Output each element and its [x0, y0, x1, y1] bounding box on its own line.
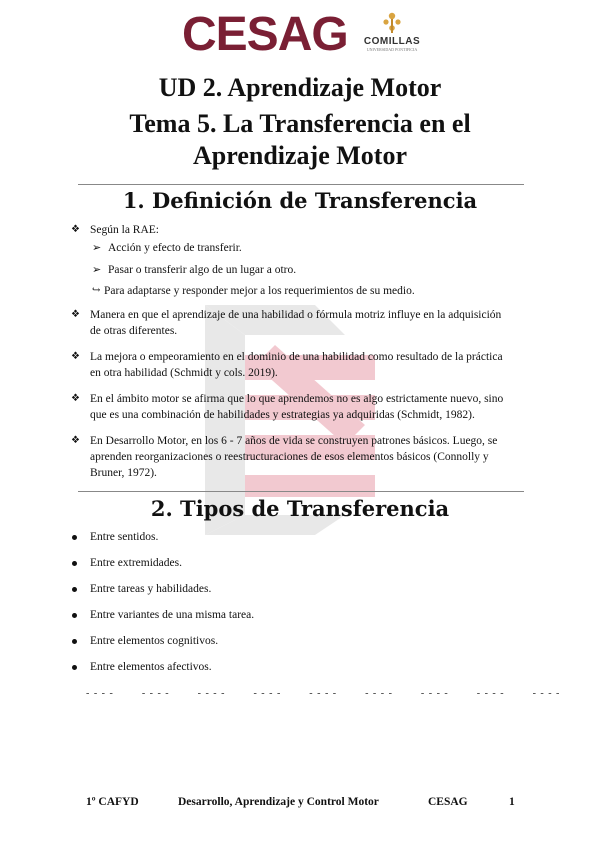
bullet-dot-icon [72, 665, 77, 670]
list-item: ❖ En Desarrollo Motor, en los 6 - 7 años de vida se construyen patrones básicos. Luego, se aprenden reorganizaciones o reestructuraciones de esos elementos básicos (Connolly y Bruner, 1972). [71, 435, 498, 479]
topic-title-line1: Tema 5. La Transferencia en el [129, 109, 471, 138]
sub-list-item: Pasar o transferir algo de un lugar a otro. [108, 264, 297, 276]
diamond-bullet-icon: ❖ [71, 224, 80, 235]
footer-subject: Desarrollo, Aprendizaje y Control Motor [178, 796, 379, 808]
diamond-bullet-icon: ❖ [71, 435, 80, 446]
topic-title-line2: Aprendizaje Motor [193, 141, 407, 170]
section1-heading: 1. Definición de Transferencia [122, 188, 478, 213]
bullet-dot-icon [72, 535, 77, 540]
section2-heading: 2. Tipos de Transferencia [150, 496, 450, 521]
list-item: ❖ Según la RAE: [71, 224, 159, 236]
footer-institution: CESAG [428, 796, 468, 808]
diamond-bullet-icon: ❖ [71, 393, 80, 404]
page-header [0, 6, 600, 64]
list-item: Entre tareas y habilidades. [90, 581, 530, 597]
list-item: Entre variantes de una misma tarea. [90, 607, 530, 623]
page-number: 1 [509, 796, 515, 808]
comillas-logo-subtext: UNIVERSIDAD PONTIFICIA [366, 47, 418, 52]
list-item: Entre elementos cognitivos. [90, 633, 530, 649]
cesag-logo: CESAG [182, 8, 348, 61]
divider [78, 491, 524, 492]
bullet-dot-icon [72, 613, 77, 618]
sub-list-item: Acción y efecto de transferir. [108, 242, 242, 254]
comillas-crest-icon [379, 10, 405, 36]
list-item: Entre extremidades. [90, 555, 530, 571]
list-item: Entre elementos afectivos. [90, 659, 530, 675]
arrow-bullet-icon: ➢ [92, 264, 102, 276]
comillas-logo-word: COMILLAS [363, 36, 421, 47]
bullet-dot-icon [72, 639, 77, 644]
footer-course: 1º CAFYD [86, 796, 139, 808]
note-item: Para adaptarse y responder mejor a los requerimientos de su medio. [104, 285, 415, 297]
bullet-dot-icon [72, 587, 77, 592]
unit-title: UD 2. Aprendizaje Motor [158, 73, 442, 102]
dashed-separator: - - - - - - - - - - - - - - - - - - - - - - - - - - - - - - - - - - - - [86, 688, 561, 699]
return-arrow-icon: ↪ [92, 285, 101, 296]
list-item: Entre sentidos. [90, 529, 530, 545]
comillas-logo [360, 10, 424, 64]
divider [78, 184, 524, 185]
diamond-bullet-icon: ❖ [71, 351, 80, 362]
list-item: ❖ Manera en que el aprendizaje de una habilidad o fórmula motriz influye en la adquisición de otras diferentes. [71, 309, 502, 337]
arrow-bullet-icon: ➢ [92, 242, 102, 254]
bullet-dot-icon [72, 561, 77, 566]
document-title [0, 72, 600, 172]
list-item: ❖ En el ámbito motor se afirma que lo que aprendemos no es algo estrictamente nuevo, sino que es una combinación de habilidades y estrategias ya adquiridas (Schmidt, 1982). [71, 393, 504, 421]
diamond-bullet-icon: ❖ [71, 309, 80, 320]
list-item: ❖ La mejora o empeoramiento en el dominio de una habilidad como resultado de la práctica en otra habilidad (Schmidt y cols. 2019). [71, 351, 503, 379]
